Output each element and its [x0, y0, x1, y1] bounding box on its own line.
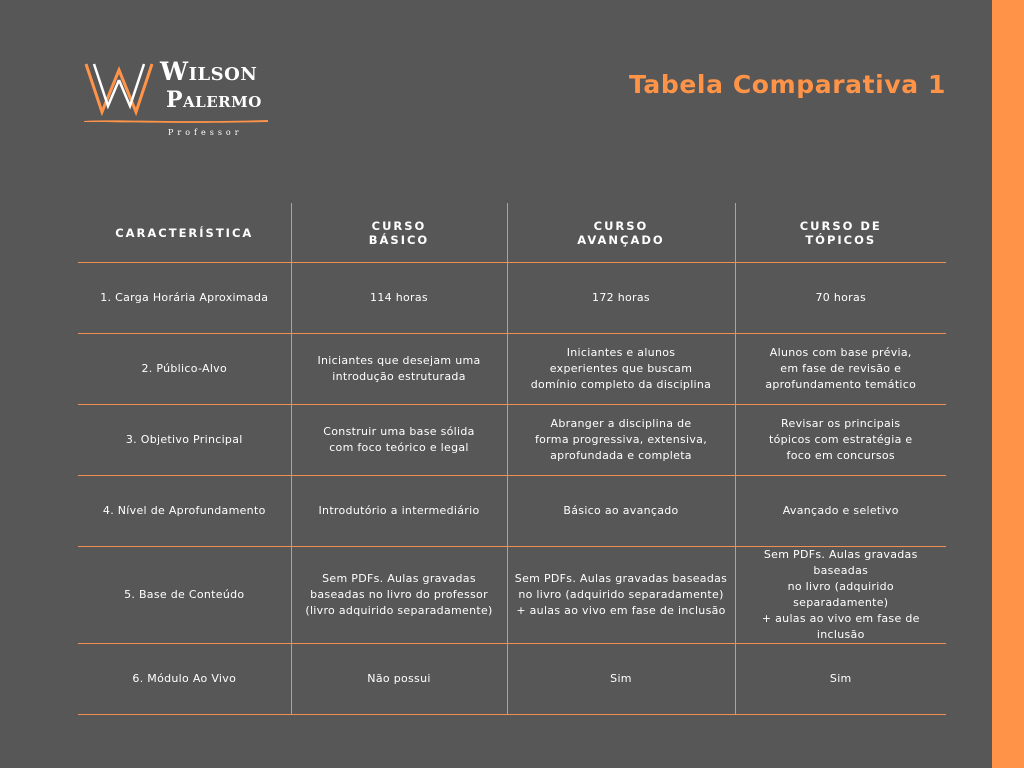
page-title: Tabela Comparativa 1: [628, 70, 946, 99]
cell-basico: Não possui: [291, 644, 507, 715]
cell-basico: Introdutório a intermediário: [291, 476, 507, 547]
cell-avancado: Básico ao avançado: [507, 476, 735, 547]
row-feature-label: 6. Módulo Ao Vivo: [78, 644, 291, 715]
w-monogram-icon: [84, 60, 154, 116]
comparison-table-container: [78, 203, 946, 715]
side-accent-stripe: [992, 0, 1024, 768]
cell-topicos: Revisar os principais tópicos com estratégia e foco em concursos: [735, 405, 946, 476]
brand-last-name: Palermo: [166, 87, 262, 113]
cell-avancado: 172 horas: [507, 263, 735, 334]
header-curso-basico: CURSO BÁSICO: [291, 203, 507, 263]
row-feature-label: 4. Nível de Aprofundamento: [78, 476, 291, 547]
cell-basico: Sem PDFs. Aulas gravadas baseadas no livro do professor (livro adquirido separadamente): [291, 547, 507, 644]
cell-topicos: Sem PDFs. Aulas gravadas baseadas no livro (adquirido separadamente) + aulas ao vivo em fase de inclusão: [735, 547, 946, 644]
row-feature-label: 5. Base de Conteúdo: [78, 547, 291, 644]
table-row: [78, 263, 946, 334]
brand-first-name: Wilson: [160, 57, 258, 86]
table-row: [78, 547, 946, 644]
cell-avancado: Sim: [507, 644, 735, 715]
cell-avancado: Iniciantes e alunos experientes que buscam domínio completo da disciplina: [507, 334, 735, 405]
row-feature-label: 2. Público-Alvo: [78, 334, 291, 405]
brand-logo: [84, 58, 274, 142]
cell-topicos: Sim: [735, 644, 946, 715]
comparison-table: [78, 203, 946, 715]
cell-topicos: 70 horas: [735, 263, 946, 334]
table-row: [78, 405, 946, 476]
table-row: [78, 644, 946, 715]
cell-avancado: Sem PDFs. Aulas gravadas baseadas no livro (adquirido separadamente) + aulas ao vivo em fase de inclusão: [507, 547, 735, 644]
cell-topicos: Alunos com base prévia, em fase de revisão e aprofundamento temático: [735, 334, 946, 405]
header-caracteristica: CARACTERÍSTICA: [78, 203, 291, 263]
cell-basico: Construir uma base sólida com foco teórico e legal: [291, 405, 507, 476]
row-feature-label: 3. Objetivo Principal: [78, 405, 291, 476]
brush-underline-icon: [84, 118, 268, 124]
cell-basico: Iniciantes que desejam uma introdução estruturada: [291, 334, 507, 405]
header-curso-avancado: CURSO AVANÇADO: [507, 203, 735, 263]
table-row: [78, 334, 946, 405]
cell-avancado: Abranger a disciplina de forma progressiva, extensiva, aprofundada e completa: [507, 405, 735, 476]
table-row: [78, 476, 946, 547]
brand-role: Professor: [168, 128, 243, 137]
row-feature-label: 1. Carga Horária Aproximada: [78, 263, 291, 334]
cell-topicos: Avançado e seletivo: [735, 476, 946, 547]
header-curso-topicos: CURSO DE TÓPICOS: [735, 203, 946, 263]
cell-basico: 114 horas: [291, 263, 507, 334]
brand-name: [160, 58, 262, 114]
table-header-row: [78, 203, 946, 263]
